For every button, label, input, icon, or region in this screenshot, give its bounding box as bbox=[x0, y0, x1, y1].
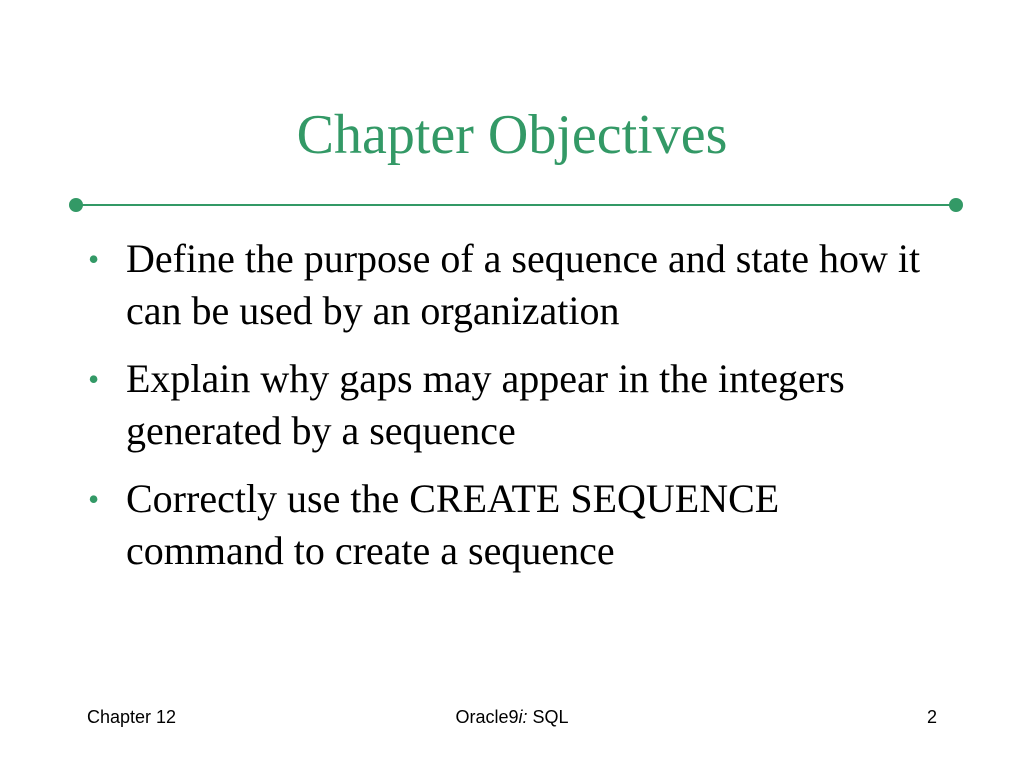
objective-item bbox=[88, 353, 938, 457]
objectives-list bbox=[88, 233, 938, 593]
title-divider bbox=[68, 196, 964, 214]
footer-chapter: Chapter 12 bbox=[87, 707, 177, 727]
footer-course-prefix: Oracle9 bbox=[455, 707, 519, 727]
objective-text: Correctly use the CREATE SEQUENCE command to create a sequence bbox=[126, 476, 780, 573]
footer-course-suffix: SQL bbox=[527, 707, 569, 727]
objective-text: Explain why gaps may appear in the integers generated by a sequence bbox=[126, 356, 845, 453]
divider-dot-left bbox=[69, 198, 83, 212]
divider-dot-right bbox=[949, 198, 963, 212]
footer-page-number: 2 bbox=[926, 707, 937, 727]
divider-line bbox=[76, 204, 956, 206]
objective-item bbox=[88, 473, 938, 577]
footer-course-italic: i: bbox=[518, 707, 528, 727]
slide-title: Chapter Objectives bbox=[296, 104, 728, 166]
objective-item bbox=[88, 233, 938, 337]
bullet-icon: • bbox=[88, 481, 100, 517]
footer-course-title bbox=[0, 705, 1024, 729]
objective-text: Define the purpose of a sequence and state how it can be used by an organization bbox=[126, 236, 921, 333]
bullet-icon: • bbox=[88, 241, 100, 277]
bullet-icon: • bbox=[88, 361, 100, 397]
